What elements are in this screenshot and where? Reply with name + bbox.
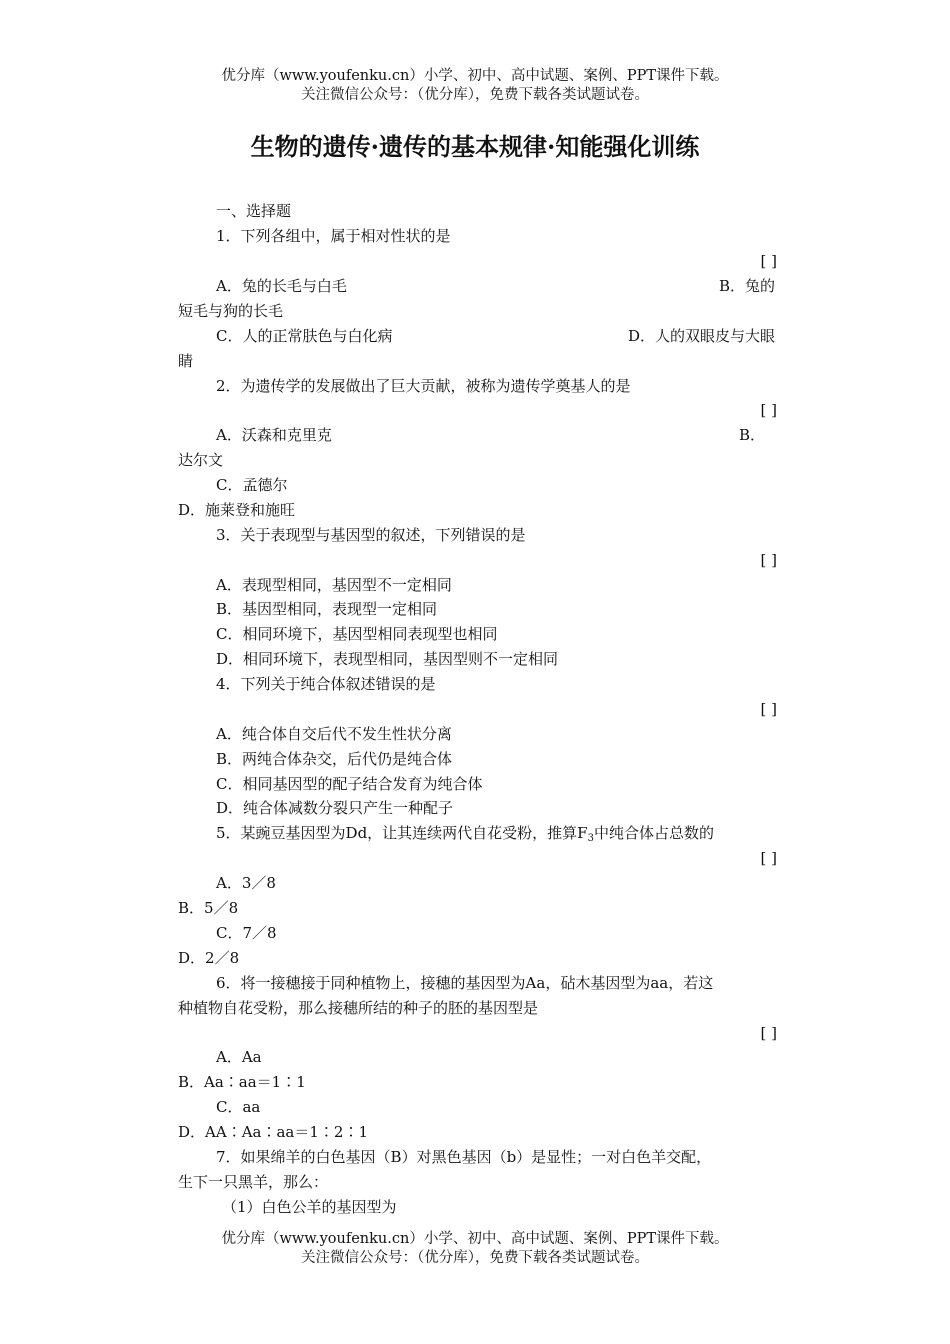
question-1-stem: 1．下列各组中，属于相对性状的是: [216, 227, 451, 245]
page-header-line1: 优分库（www.youfenku.cn）小学、初中、高中试题、案例、PPT课件下载。: [221, 68, 729, 84]
question-6-option-c: C．aa: [216, 1098, 261, 1116]
document-title: 生物的遗传·遗传的基本规律·知能强化训练: [250, 132, 700, 161]
question-1-option-a: A．兔的长毛与白毛: [216, 277, 347, 295]
question-5-option-b: B．5／8: [178, 899, 239, 917]
answer-bracket: [ ]: [760, 401, 777, 419]
question-5-stem-pre: 5．某豌豆基因型为Dd，让其连续两代自花受粉，推算F: [216, 824, 588, 842]
answer-bracket: [ ]: [760, 1024, 777, 1042]
answer-bracket: [ ]: [760, 551, 777, 569]
question-1-option-d-cont: 睛: [178, 352, 194, 370]
question-7-stem: 7．如果绵羊的白色基因（B）对黑色基因（b）是显性；一对白色羊交配，: [216, 1148, 712, 1166]
question-5-stem-post: 中纯合体占总数的: [593, 824, 714, 842]
question-4-stem: 4．下列关于纯合体叙述错误的是: [216, 675, 436, 693]
question-2-option-c: C．孟德尔: [216, 476, 288, 494]
page-footer-line1: 优分库（www.youfenku.cn）小学、初中、高中试题、案例、PPT课件下载。: [221, 1231, 729, 1247]
page-footer-line2: 关注微信公众号：（优分库），免费下载各类试题试卷。: [301, 1250, 649, 1266]
question-2-option-d: D．施莱登和施旺: [178, 501, 296, 519]
question-6-stem: 6．将一接穗接于同种植物上，接穗的基因型为Aa，砧木基因型为aa，若这: [216, 974, 714, 992]
question-1-option-d: D．人的双眼皮与大眼: [627, 327, 775, 345]
question-3-option-c: C．相同环境下，基因型相同表现型也相同: [216, 625, 498, 643]
answer-bracket: [ ]: [760, 700, 777, 718]
question-2-option-b: B．: [738, 426, 765, 444]
question-4-option-b: B．两纯合体杂交，后代仍是纯合体: [216, 750, 453, 768]
question-5-option-c: C．7／8: [216, 924, 277, 942]
question-3-option-b: B．基因型相同，表现型一定相同: [216, 600, 438, 618]
question-7-stem-cont: 生下一只黑羊，那么：: [178, 1173, 329, 1191]
page-header-line2: 关注微信公众号：（优分库），免费下载各类试题试卷。: [301, 87, 649, 103]
question-5-stem-subscript: 3: [587, 833, 594, 844]
question-4-option-c: C．相同基因型的配子结合发育为纯合体: [216, 775, 483, 793]
question-1-option-b-cont: 短毛与狗的长毛: [178, 302, 284, 320]
section-heading: 一、选择题: [216, 202, 292, 220]
question-2-option-b-cont: 达尔文: [178, 451, 224, 469]
question-2-stem: 2．为遗传学的发展做出了巨大贡献，被称为遗传学奠基人的是: [216, 377, 631, 395]
question-3-stem: 3．关于表现型与基因型的叙述，下列错误的是: [216, 526, 526, 544]
answer-bracket: [ ]: [760, 252, 777, 270]
question-3-option-a: A．表现型相同，基因型不一定相同: [216, 576, 452, 594]
question-4-option-a: A．纯合体自交后代不发生性状分离: [216, 725, 452, 743]
question-5-option-d: D．2／8: [178, 949, 240, 967]
question-3-option-d: D．相同环境下，表现型相同，基因型则不一定相同: [216, 650, 559, 668]
question-6-option-b: B．Aa∶aa＝1∶1: [178, 1073, 306, 1091]
question-6-option-a: A．Aa: [216, 1048, 262, 1066]
answer-bracket: [ ]: [760, 849, 777, 867]
question-1-option-b: B．兔的: [718, 277, 775, 295]
question-2-option-a: A．沃森和克里克: [216, 426, 332, 444]
question-6-option-d: D．AA∶Aa∶aa＝1∶2∶1: [178, 1123, 368, 1141]
question-4-option-d: D．纯合体减数分裂只产生一种配子: [216, 799, 454, 817]
question-7-subquestion-1: （1）白色公羊的基因型为: [222, 1198, 397, 1216]
question-1-option-c: C．人的正常肤色与白化病: [216, 327, 393, 345]
question-5-option-a: A．3／8: [216, 874, 276, 892]
question-6-stem-cont: 种植物自花受粉，那么接穗所结的种子的胚的基因型是: [178, 999, 539, 1017]
question-5-stem: [216, 821, 714, 845]
